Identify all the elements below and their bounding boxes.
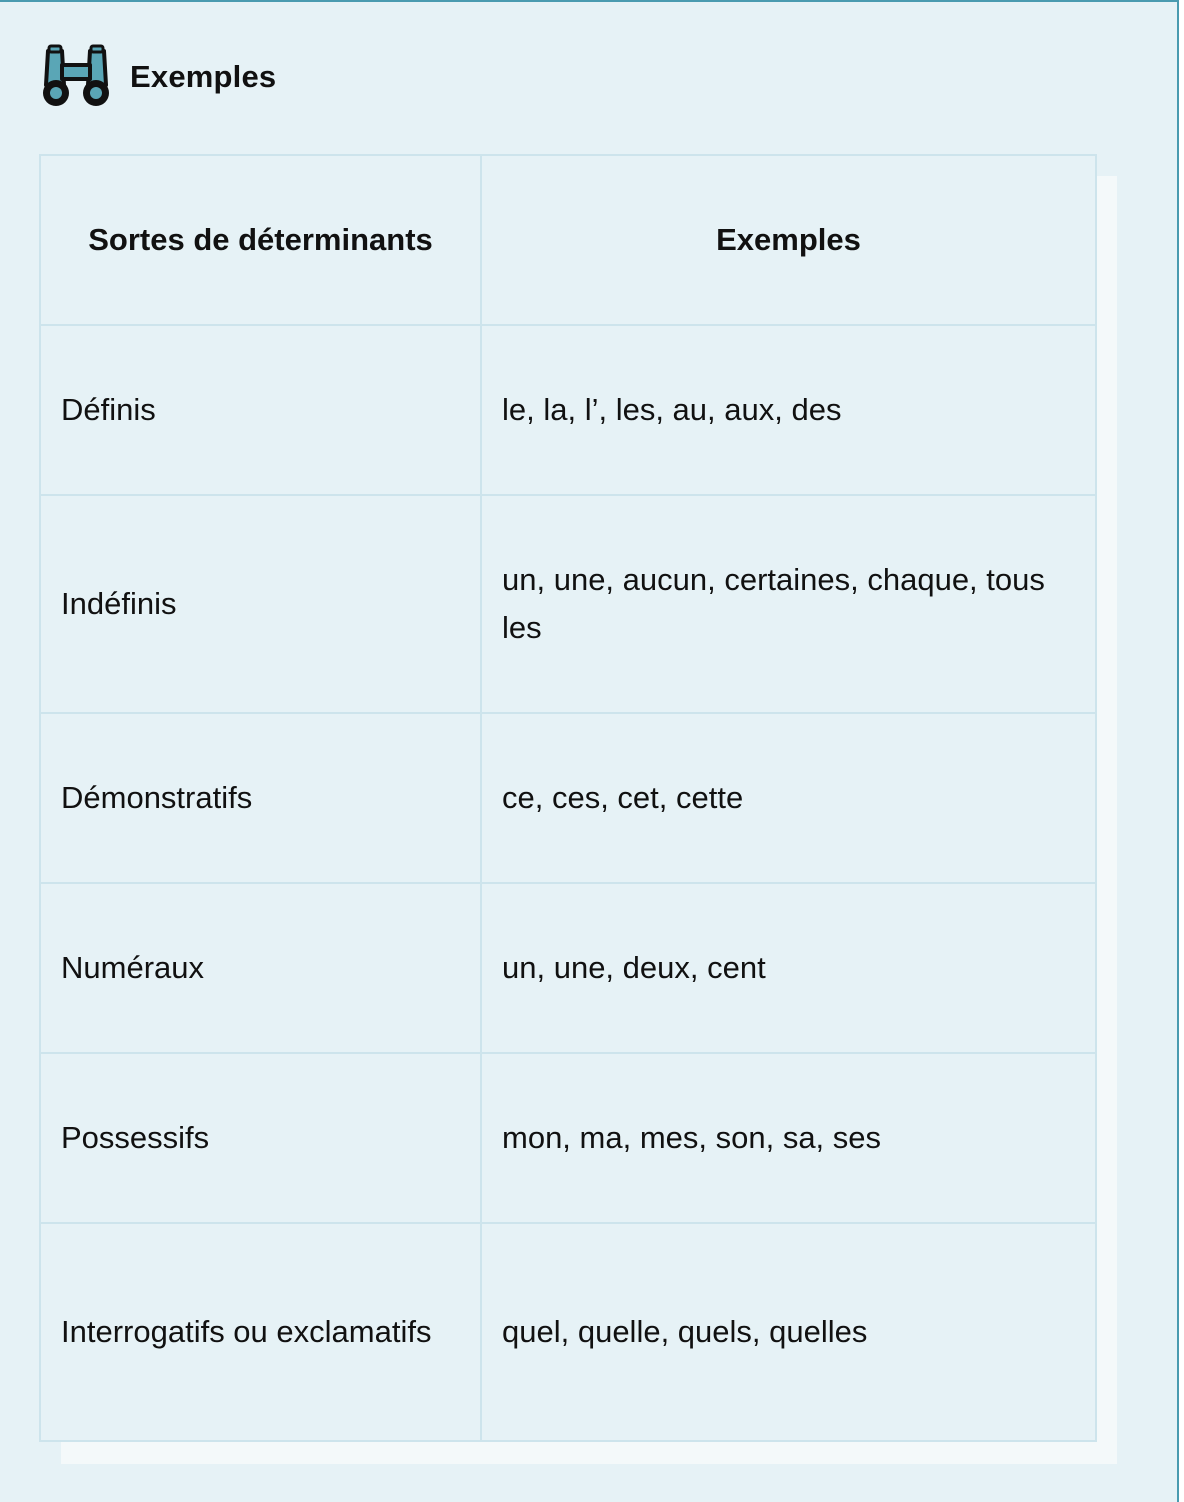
table-row — [40, 325, 1096, 495]
table-header-row — [40, 155, 1096, 325]
table-row — [40, 883, 1096, 1053]
binoculars-icon — [40, 43, 112, 111]
section-header — [40, 42, 276, 112]
determinant-type-cell: Interrogatifs ou exclamatifs — [40, 1223, 481, 1441]
determinant-examples-cell: le, la, l’, les, au, aux, des — [481, 325, 1096, 495]
column-header-type: Sortes de déterminants — [40, 155, 481, 325]
determinant-type-cell: Indéfinis — [40, 495, 481, 713]
determinant-type-cell: Numéraux — [40, 883, 481, 1053]
determinant-examples-cell: un, une, deux, cent — [481, 883, 1096, 1053]
table-row — [40, 1223, 1096, 1441]
determinant-examples-cell: mon, ma, mes, son, sa, ses — [481, 1053, 1096, 1223]
section-title: Exemples — [130, 59, 277, 94]
determinant-examples-cell: quel, quelle, quels, quelles — [481, 1223, 1096, 1441]
determinant-type-cell: Démonstratifs — [40, 713, 481, 883]
determinant-examples-cell: un, une, aucun, certaines, chaque, tous les — [481, 495, 1096, 713]
column-header-examples: Exemples — [481, 155, 1096, 325]
determinant-type-cell: Définis — [40, 325, 481, 495]
table-row — [40, 1053, 1096, 1223]
table-row — [40, 495, 1096, 713]
determinants-table — [39, 154, 1097, 1442]
table-row — [40, 713, 1096, 883]
determinant-type-cell: Possessifs — [40, 1053, 481, 1223]
determinant-examples-cell: ce, ces, cet, cette — [481, 713, 1096, 883]
